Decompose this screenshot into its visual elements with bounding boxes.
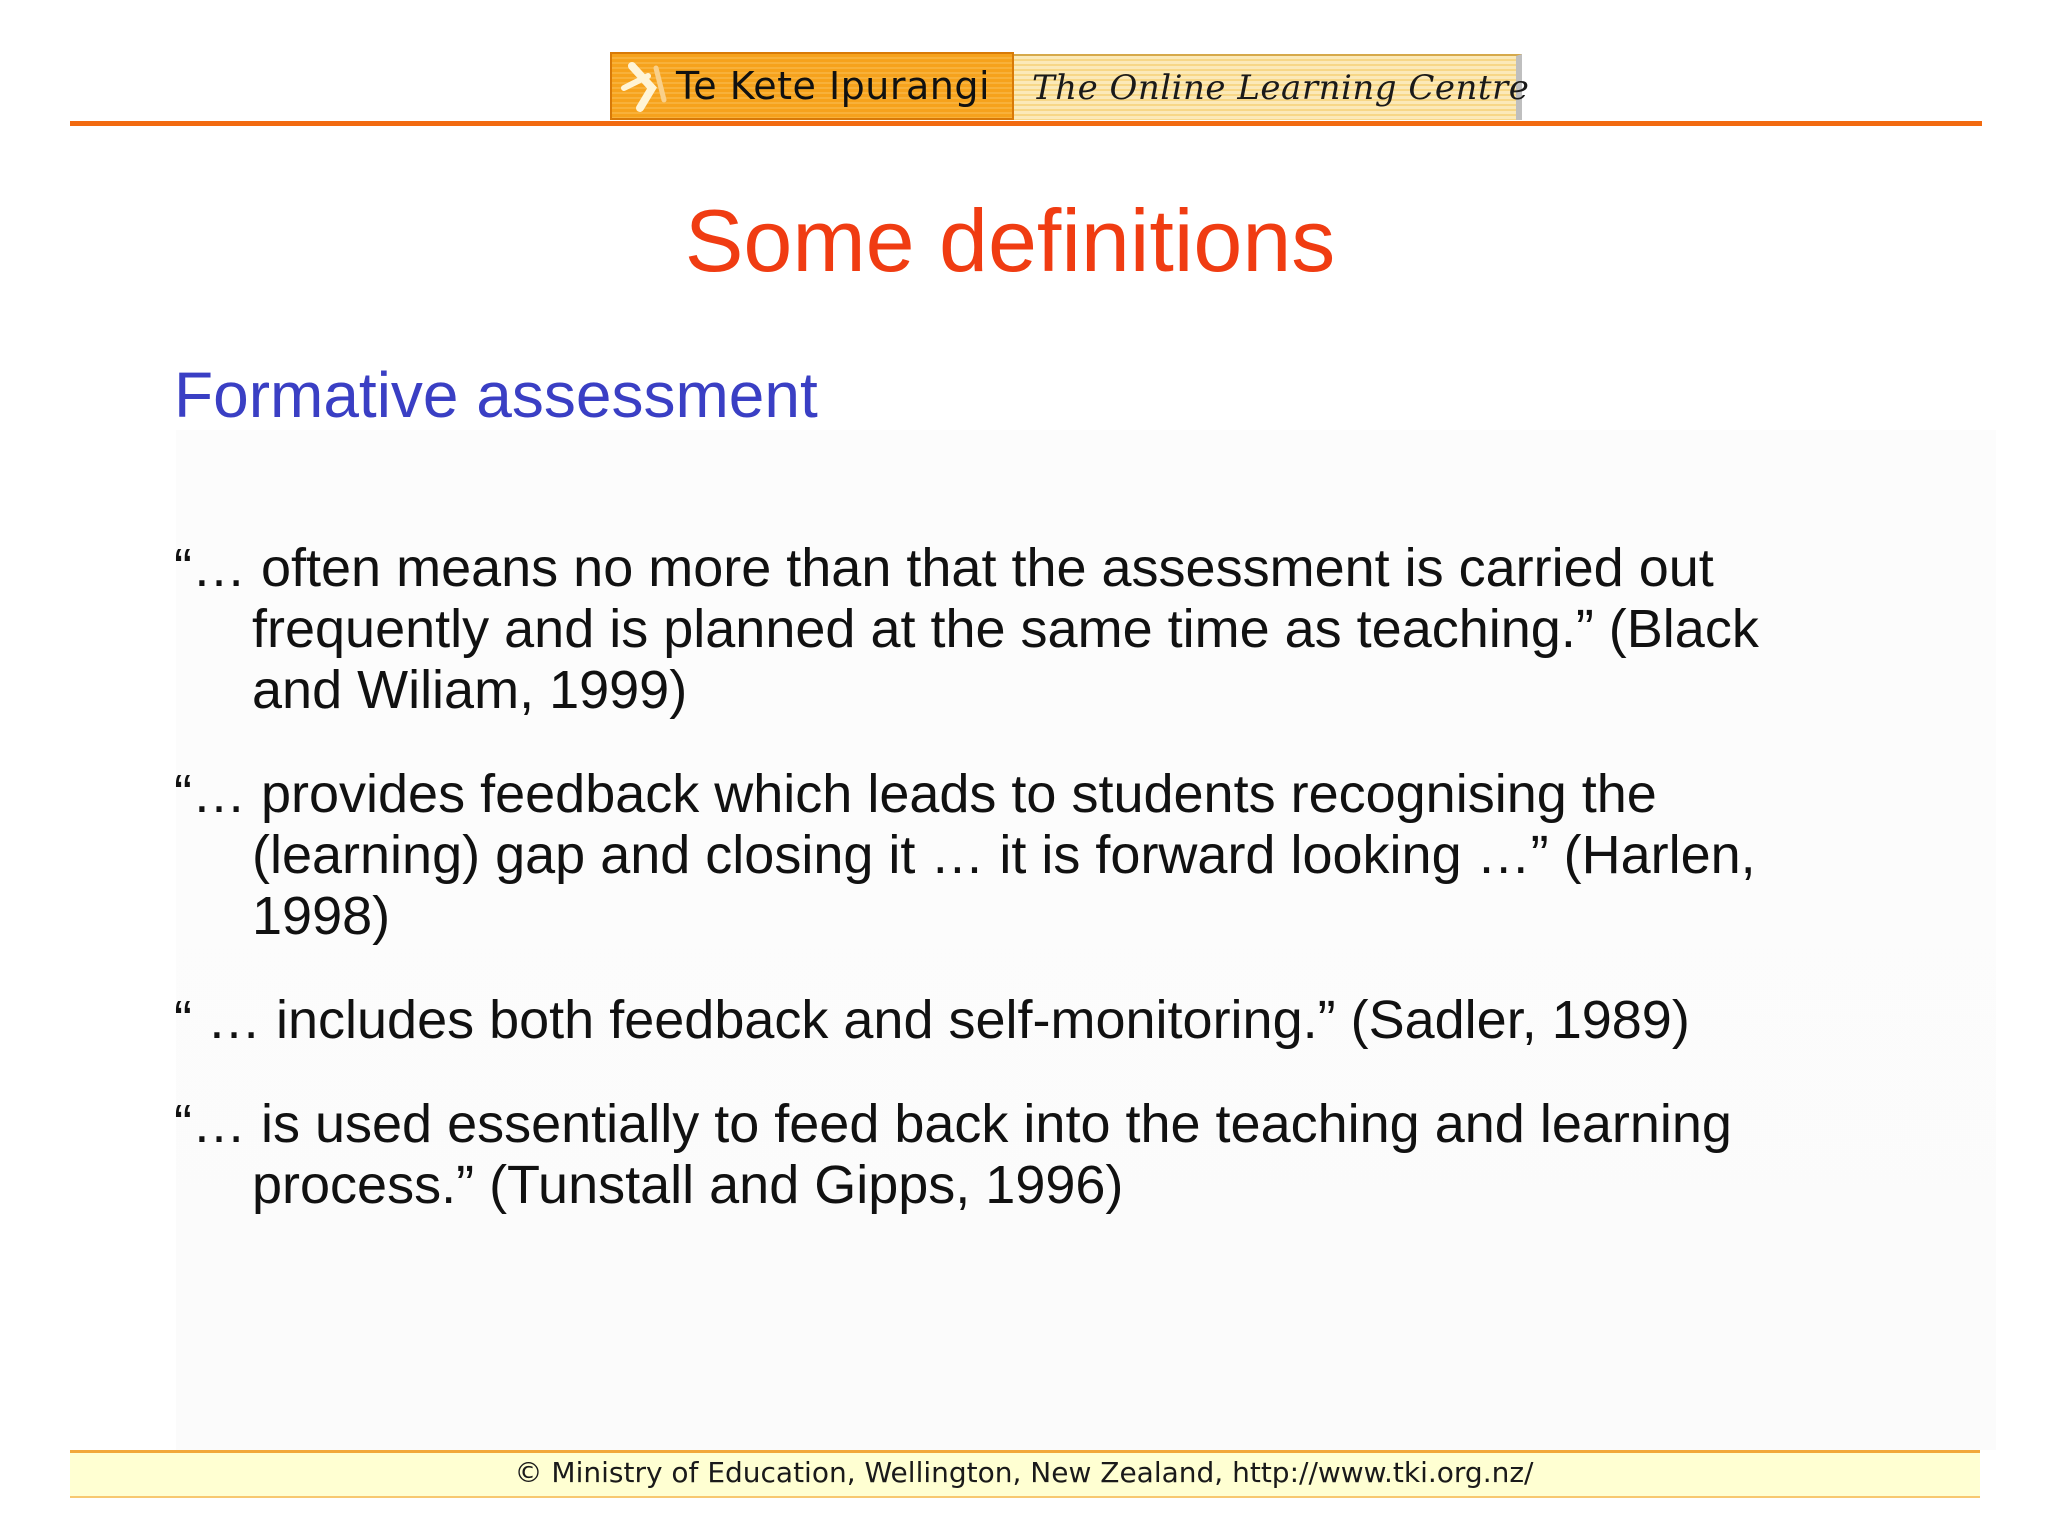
definition-item: “ … includes both feedback and self-monitoring.” (Sadler, 1989) <box>174 990 1690 1050</box>
tki-logo <box>610 52 1530 122</box>
definition-item: “… often means no more than that the assessment is carried out frequently and is planned at the same time as teaching.” (Black and Wiliam, 1999) <box>174 538 1759 720</box>
definition-item: “… is used essentially to feed back into the teaching and learning process.” (Tunstall and Gipps, 1996) <box>174 1094 1732 1215</box>
definition-item: “… provides feedback which leads to students recognising the (learning) gap and closing it … it is forward looking …” (Harlen, 1998) <box>174 764 1756 946</box>
slide-subtitle: Formative assessment <box>174 359 818 431</box>
logo-right-text: The Online Learning Centre <box>1032 68 1530 108</box>
logo-left-panel <box>610 52 1014 120</box>
logo-right-panel <box>1014 54 1530 120</box>
definition-list <box>174 538 1854 1259</box>
header-rule <box>70 121 1982 126</box>
slide-title: Some definitions <box>684 191 1336 290</box>
footer-copyright: © Ministry of Education, Wellington, New Zealand, http://www.tki.org.nz/ <box>514 1456 1534 1489</box>
kete-logo-icon <box>618 58 674 114</box>
logo-left-text: Te Kete Ipurangi <box>676 64 991 108</box>
